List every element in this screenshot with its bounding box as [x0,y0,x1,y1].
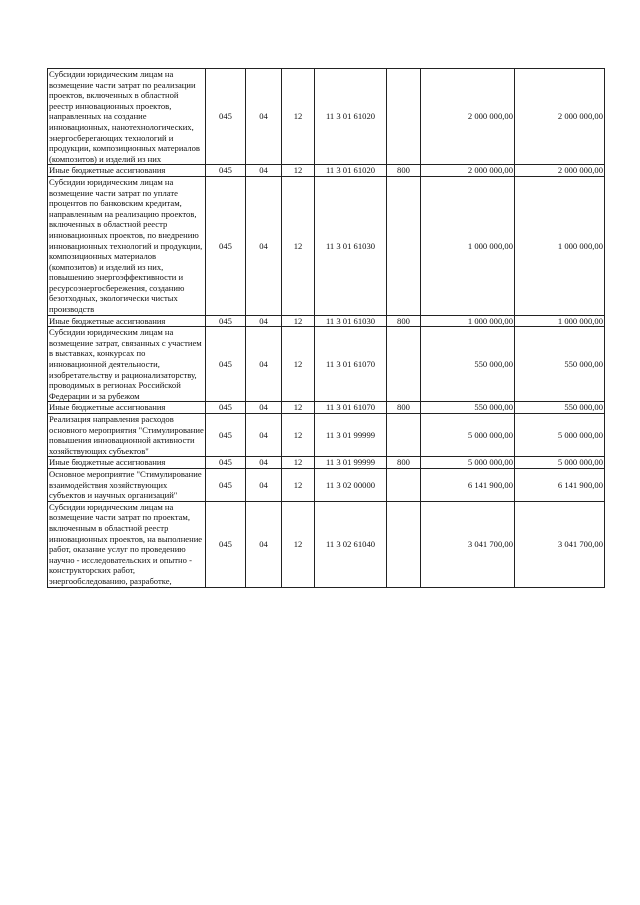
row-name: Иные бюджетные ассигнования [48,315,206,327]
ministry-code: 045 [206,165,246,177]
row-name: Субсидии юридическим лицам на возмещение части затрат по проектам, включенным в областной реестр инновационных проектов, на выполнение работ, оказание услуг по проведению научно - исследовательских и опытно - конструкторских работ, энергообследованию, разработке, [48,501,206,587]
table-row [48,457,605,469]
ministry-code: 045 [206,468,246,501]
subsection-code: 12 [282,69,315,165]
amount-1: 1 000 000,00 [421,315,515,327]
amount-2: 1 000 000,00 [515,176,605,315]
table-row [48,315,605,327]
amount-1: 5 000 000,00 [421,414,515,457]
amount-2: 3 041 700,00 [515,501,605,587]
section-code: 04 [246,402,282,414]
expense-type-code [387,501,421,587]
ministry-code: 045 [206,327,246,402]
amount-2: 2 000 000,00 [515,69,605,165]
amount-1: 1 000 000,00 [421,176,515,315]
section-code: 04 [246,414,282,457]
expense-type-code [387,327,421,402]
subsection-code: 12 [282,402,315,414]
ministry-code: 045 [206,69,246,165]
target-code: 11 3 01 61030 [315,315,387,327]
row-name: Иные бюджетные ассигнования [48,457,206,469]
expense-type-code: 800 [387,165,421,177]
target-code: 11 3 01 61030 [315,176,387,315]
table-row [48,69,605,165]
subsection-code: 12 [282,165,315,177]
expense-type-code [387,414,421,457]
amount-1: 2 000 000,00 [421,69,515,165]
expense-type-code: 800 [387,457,421,469]
target-code: 11 3 02 00000 [315,468,387,501]
row-name: Субсидии юридическим лицам на возмещение затрат, связанных с участием в выставках, конкурсах по инновационной деятельности, изобретательству и рационализаторству, проводимых в регионах Российской Федерации и за рубежом [48,327,206,402]
section-code: 04 [246,69,282,165]
section-code: 04 [246,501,282,587]
section-code: 04 [246,165,282,177]
amount-1: 3 041 700,00 [421,501,515,587]
section-code: 04 [246,315,282,327]
table-row [48,176,605,315]
row-name: Реализация направления расходов основного мероприятия "Стимулирование повышения инновационной активности хозяйствующих субъектов" [49,414,204,456]
subsection-code: 12 [282,327,315,402]
target-code: 11 3 02 61040 [315,501,387,587]
table-row [48,327,605,402]
ministry-code: 045 [206,501,246,587]
subsection-code: 12 [282,315,315,327]
row-name: Иные бюджетные ассигнования [48,402,206,414]
expense-type-code: 800 [387,315,421,327]
row-name: Субсидии юридическим лицам на возмещение части затрат по уплате процентов по банковским кредитам, направленным на реализацию проектов, включенных в областной реестр инновационных проектов, по внедрению инновационных технологий и продукции, композиционных материалов (композитов) и изделий из них, повышению энергоэффективности и ресурсоэнергосбережения, созданию безотходных, экологически чистых производств [48,176,206,315]
expense-type-code [387,468,421,501]
amount-1: 550 000,00 [421,327,515,402]
row-name: Иные бюджетные ассигнования [48,165,206,177]
amount-2: 2 000 000,00 [515,165,605,177]
target-code: 11 3 01 99999 [315,414,387,457]
section-code: 04 [246,176,282,315]
amount-2: 550 000,00 [515,327,605,402]
target-code: 11 3 01 61020 [315,165,387,177]
expense-type-code [387,176,421,315]
amount-2: 5 000 000,00 [515,414,605,457]
subsection-code: 12 [282,501,315,587]
amount-1: 6 141 900,00 [421,468,515,501]
ministry-code: 045 [206,402,246,414]
ministry-code: 045 [206,176,246,315]
ministry-code: 045 [206,414,246,457]
amount-2: 6 141 900,00 [515,468,605,501]
section-code: 04 [246,327,282,402]
table-row [48,501,605,587]
budget-table [47,68,605,588]
section-code: 04 [246,468,282,501]
subsection-code: 12 [282,176,315,315]
subsection-code: 12 [282,457,315,469]
subsection-code: 12 [282,414,315,457]
amount-2: 1 000 000,00 [515,315,605,327]
table-row [48,402,605,414]
target-code: 11 3 01 61070 [315,327,387,402]
table-row [48,414,605,457]
amount-1: 5 000 000,00 [421,457,515,469]
amount-2: 5 000 000,00 [515,457,605,469]
row-name: Основное мероприятие "Стимулирование взаимодействия хозяйствующих субъектов и научных организаций" [48,468,206,501]
subsection-code: 12 [282,468,315,501]
table-row [48,468,605,501]
expense-type-code [387,69,421,165]
ministry-code: 045 [206,315,246,327]
amount-2: 550 000,00 [515,402,605,414]
target-code: 11 3 01 61070 [315,402,387,414]
section-code: 04 [246,457,282,469]
row-name: Субсидии юридическим лицам на возмещение части затрат по реализации проектов, включенных в областной реестр инновационных проектов, направленных на создание инновационных, нанотехнологических, энергосберегающих технологий и продукции, композиционных материалов (композитов) и изделий из них [48,69,206,165]
ministry-code: 045 [206,457,246,469]
expense-type-code: 800 [387,402,421,414]
amount-1: 2 000 000,00 [421,165,515,177]
target-code: 11 3 01 99999 [315,457,387,469]
amount-1: 550 000,00 [421,402,515,414]
target-code: 11 3 01 61020 [315,69,387,165]
table-row [48,165,605,177]
